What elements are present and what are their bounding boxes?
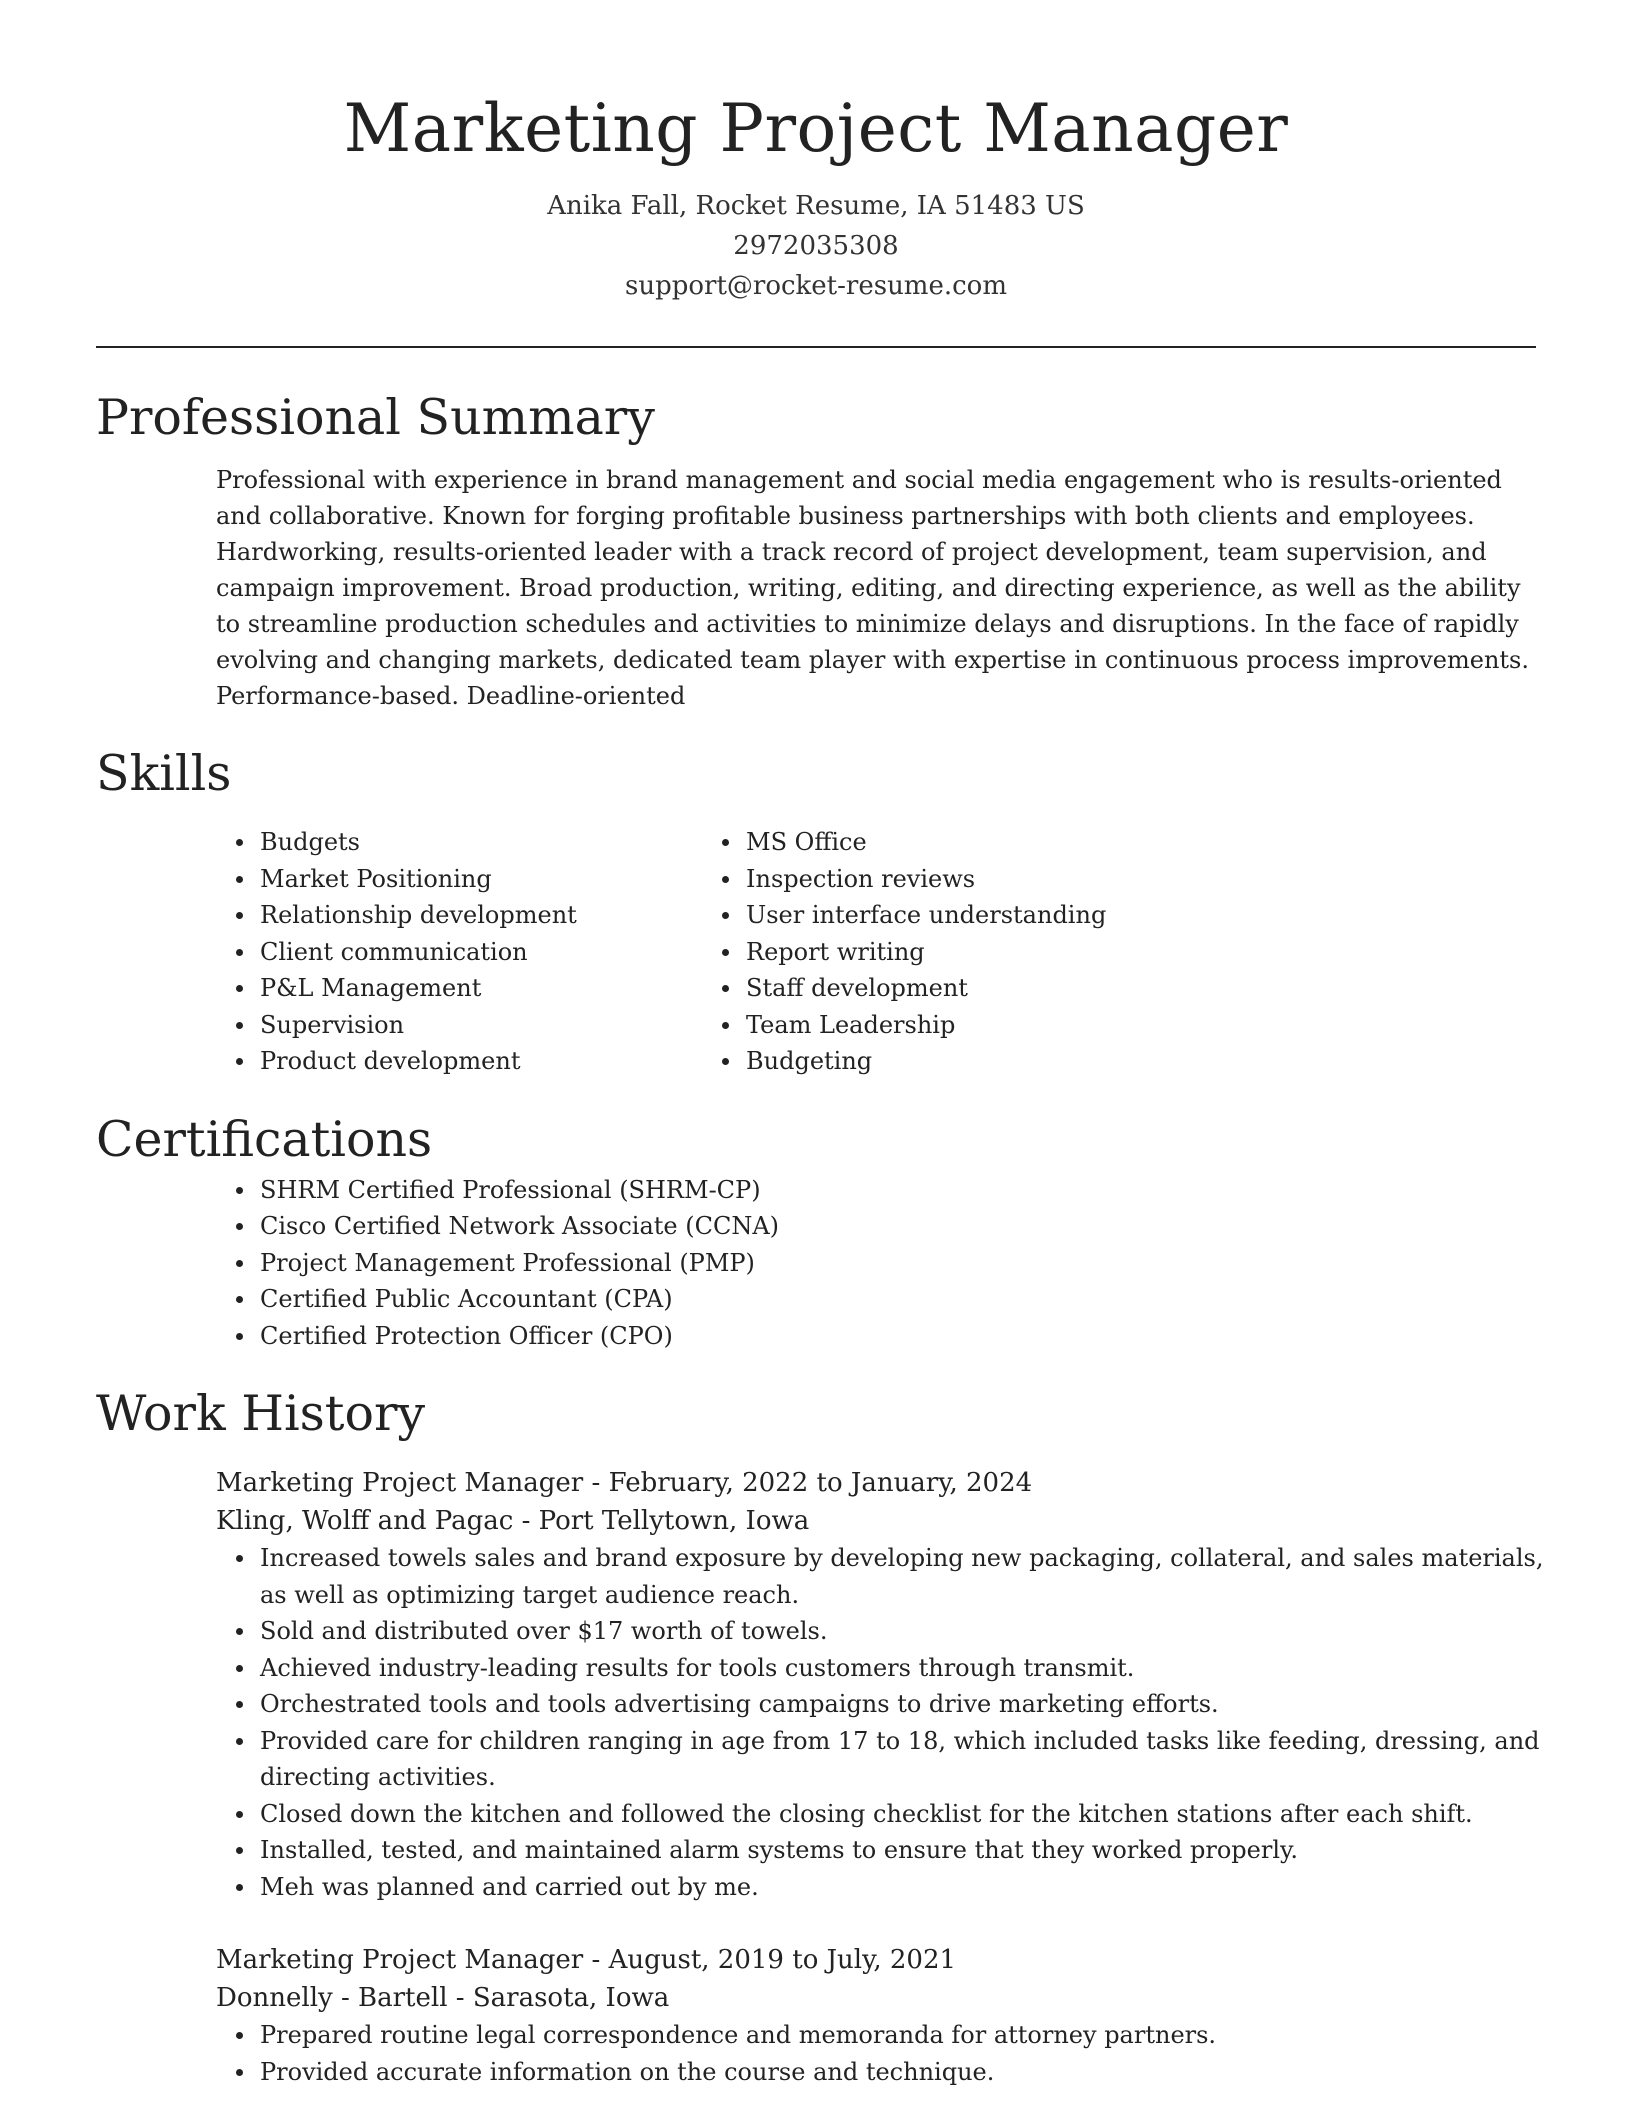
job-bullet: Prepared routine legal correspondence and memoranda for attorney partners. xyxy=(260,2017,1550,2054)
job-company-line xyxy=(216,1502,1536,1540)
skill-item: Report writing xyxy=(746,934,1106,971)
resume-name: Marketing Project Manager xyxy=(343,90,1289,167)
job-company-line xyxy=(216,1979,1536,2017)
skill-item: Market Positioning xyxy=(260,861,746,898)
job-company: Kling, Wolff and Pagac xyxy=(216,1506,514,1536)
job-dates: February, 2022 to January, 2024 xyxy=(608,1468,1033,1498)
job-bullet: Orchestrated tools and tools advertising campaigns to drive marketing efforts. xyxy=(260,1686,1550,1723)
skill-item: Inspection reviews xyxy=(746,861,1106,898)
skill-item: Team Leadership xyxy=(746,1007,1106,1044)
separator: - xyxy=(591,1468,609,1498)
skill-item: Client communication xyxy=(260,934,746,971)
separator: - xyxy=(591,1945,609,1975)
certification-item: Certified Protection Officer (CPO) xyxy=(260,1318,1536,1355)
resume-page xyxy=(96,0,1544,2090)
job-bullet: Provided care for children ranging in age from 17 to 18, which included tasks like feeding, dressing, and directing activities. xyxy=(260,1723,1550,1796)
job-bullets xyxy=(216,1540,1550,1905)
skill-item: P&L Management xyxy=(260,970,746,1007)
skills-list-left xyxy=(96,824,746,1080)
skills-title: Skills xyxy=(96,745,232,802)
job-bullet: Achieved industry-leading results for tools customers through transmit. xyxy=(260,1650,1550,1687)
job-title-line xyxy=(216,1464,1536,1502)
separator: - xyxy=(521,1506,539,1536)
job-dates: August, 2019 to July, 2021 xyxy=(608,1945,957,1975)
job-bullets xyxy=(216,2017,1550,2090)
certification-item: SHRM Certified Professional (SHRM-CP) xyxy=(260,1172,1536,1209)
skill-item: Budgeting xyxy=(746,1043,1106,1080)
skills-section xyxy=(96,742,1536,1080)
job-bullet: Provided accurate information on the course and technique. xyxy=(260,2054,1550,2091)
job-bullet: Sold and distributed over $17 worth of towels. xyxy=(260,1613,1550,1650)
contact-block xyxy=(96,186,1536,306)
job-title: Marketing Project Manager xyxy=(216,1468,584,1498)
separator: - xyxy=(455,1983,473,2013)
job-bullet: Closed down the kitchen and followed the closing checklist for the kitchen stations after each shift. xyxy=(260,1796,1550,1833)
skills-column-left xyxy=(96,824,746,1080)
skills-columns xyxy=(96,824,1536,1080)
summary-section xyxy=(96,386,1536,714)
job-entry xyxy=(216,1941,1536,2090)
skill-item: MS Office xyxy=(746,824,1106,861)
resume-header xyxy=(96,0,1536,306)
skill-item: Product development xyxy=(260,1043,746,1080)
contact-phone: 2972035308 xyxy=(733,231,899,261)
certification-item: Project Management Professional (PMP) xyxy=(260,1245,1536,1282)
job-location: Port Tellytown, Iowa xyxy=(538,1506,810,1536)
certifications-title: Certifications xyxy=(96,1110,433,1168)
summary-title: Professional Summary xyxy=(96,389,655,446)
contact-email: support@rocket-resume.com xyxy=(624,271,1007,301)
job-title: Marketing Project Manager xyxy=(216,1945,584,1975)
skill-item: Staff development xyxy=(746,970,1106,1007)
skill-item: Supervision xyxy=(260,1007,746,1044)
certification-item: Certified Public Accountant (CPA) xyxy=(260,1281,1536,1318)
work-history-section xyxy=(96,1382,1544,2090)
certification-item: Cisco Certified Network Associate (CCNA) xyxy=(260,1208,1536,1245)
job-bullet: Increased towels sales and brand exposure by developing new packaging, collateral, and sales materials, as well as optimizing target audience reach. xyxy=(260,1540,1550,1613)
certifications-section xyxy=(96,1108,1536,1355)
job-entry xyxy=(216,1464,1544,1905)
contact-address: Anika Fall, Rocket Resume, IA 51483 US xyxy=(547,191,1085,221)
skill-item: Budgets xyxy=(260,824,746,861)
header-divider xyxy=(96,346,1536,348)
job-location: Sarasota, Iowa xyxy=(472,1983,670,2013)
job-company: Donnelly - Bartell xyxy=(216,1983,448,2013)
job-title-line xyxy=(216,1941,1536,1979)
job-bullet: Meh was planned and carried out by me. xyxy=(260,1869,1550,1906)
summary-text: Professional with experience in brand management and social media engagement who is results-oriented and collaborative. Known for forging profitable business partnerships with both clients and employees. Hardworking, results-oriented leader with a track record of project development, team supervision, and campaign improvement. Broad production, writing, editing, and directing experience, as well as the ability to streamline production schedules and activities to minimize delays and disruptions. In the face of rapidly evolving and changing markets, dedicated team player with expertise in continuous process improvements. Performance-based. Deadline-oriented xyxy=(216,466,1530,710)
skill-item: User interface understanding xyxy=(746,897,1106,934)
certifications-list xyxy=(96,1172,1536,1355)
job-bullet: Installed, tested, and maintained alarm systems to ensure that they worked properly. xyxy=(260,1832,1550,1869)
work-history-title: Work History xyxy=(96,1385,426,1442)
skill-item: Relationship development xyxy=(260,897,746,934)
